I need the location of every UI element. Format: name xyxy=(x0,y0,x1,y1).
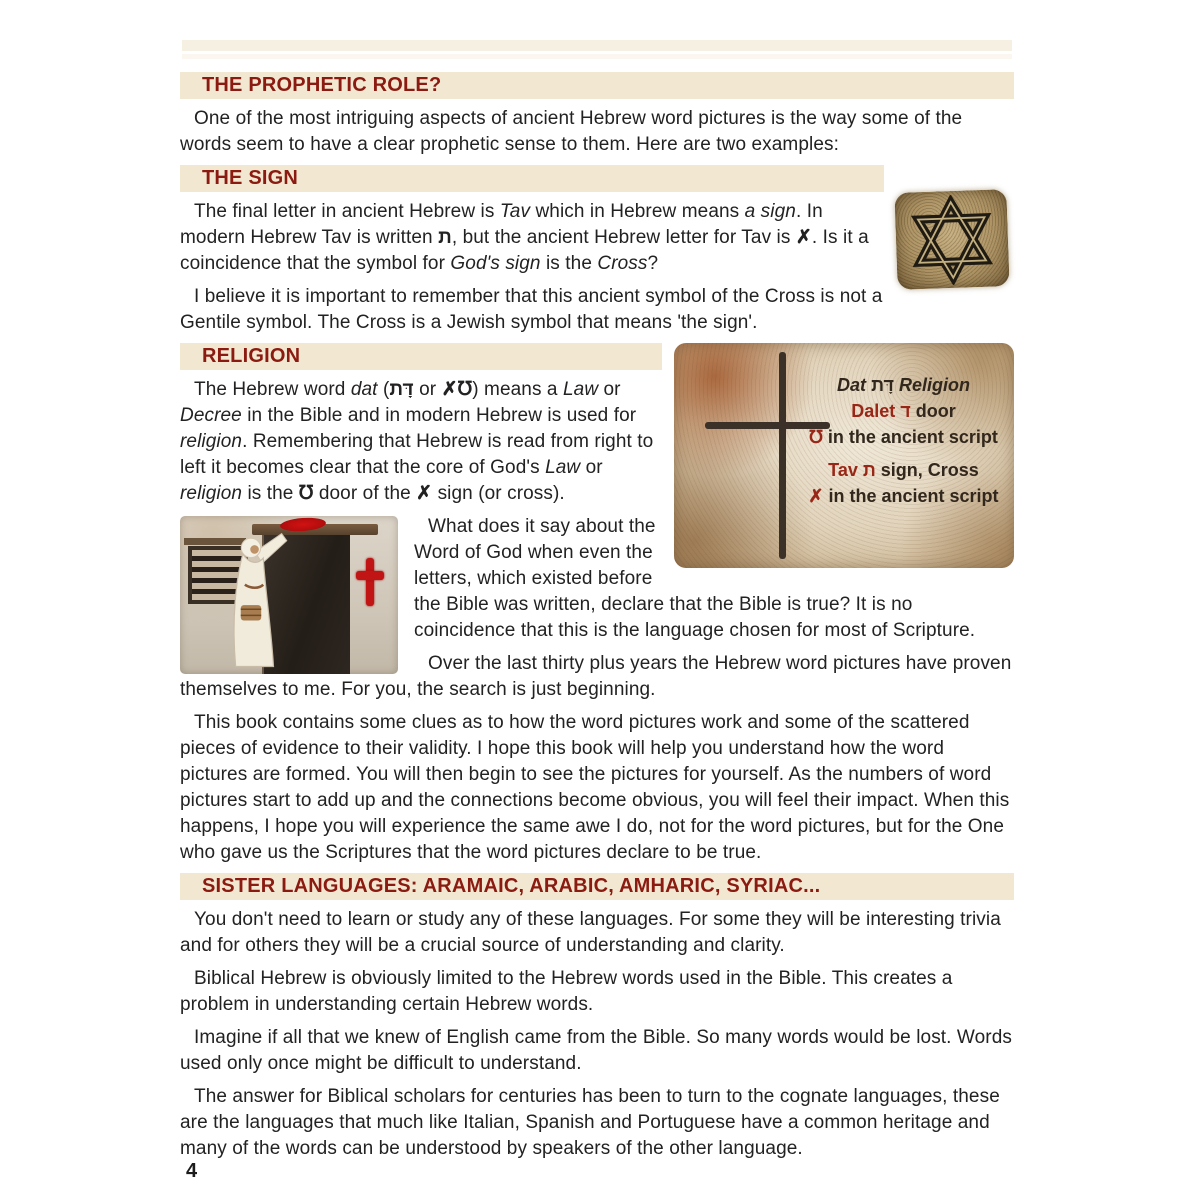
para-sister-1: You don't need to learn or study any of these languages. For some they will be interesting trivia and for others they will be a crucial source of understanding and clarity. xyxy=(180,909,1001,956)
stone-caption-dalet: Dalet ד door xyxy=(851,401,956,422)
stone-caption-dat: Dat דָּת Religion xyxy=(837,375,970,396)
heading-the-sign: THE SIGN xyxy=(180,165,884,192)
para-over-the-years: Over the last thirty plus years the Hebrew word pictures have proven themselves to me. For you, the search is just beginning. xyxy=(180,653,1012,700)
robed-person-figure xyxy=(206,526,298,672)
para-word-of-god: What does it say about the Word of God when even the letters, which existed before the Bible was written, declare that the Bible is true? It is no coincidence that this is the language chosen for most of Scripture. xyxy=(414,516,976,641)
blood-cross-icon xyxy=(356,558,384,606)
heading-prophetic-role: THE PROPHETIC ROLE? xyxy=(180,72,1014,99)
stone-caption-tav-ancient: ✗ in the ancient script xyxy=(808,486,999,507)
content-column xyxy=(180,0,1014,1169)
para-this-book: This book contains some clues as to how the word pictures work and some of the scattered pieces of evidence to their validity. I hope this book will help you understand how the word pictures are formed. You will then begin to see the pictures for yourself. As the numbers of word pictures start to add up and the connections become obvious, you will feel their impact. When this happens, I hope you will experience the same awe I do, not for the word pictures, but for the One who gave us the Scriptures that the word pictures declare to be true. xyxy=(180,712,1010,863)
star-of-david-icon xyxy=(898,193,1005,287)
heading-sister-languages: SISTER LANGUAGES: ARAMAIC, ARABIC, AMHARIC, SYRIAC... xyxy=(180,873,1014,900)
stone-caption-tav: Tav ת sign, Cross xyxy=(828,460,979,481)
stone-plaque-figure xyxy=(674,343,1014,568)
cross-icon xyxy=(779,352,786,559)
para-sign-2: I believe it is important to remember that this ancient symbol of the Cross is not a Gentile symbol. The Cross is a Jewish symbol that means 'the sign'. xyxy=(180,286,883,333)
para-sister-3: Imagine if all that we knew of English came from the Bible. So many words would be lost. Words used only once might be difficult to understand. xyxy=(180,1027,1012,1074)
para-intro: One of the most intriguing aspects of ancient Hebrew word pictures is the way some of the words seem to have a clear prophetic sense to them. Here are two examples: xyxy=(180,108,963,155)
para-sister-2: Biblical Hebrew is obviously limited to the Hebrew words used in the Bible. This creates a problem in understanding certain Hebrew words. xyxy=(180,968,953,1015)
para-sister-4: The answer for Biblical scholars for centuries has been to turn to the cognate languages, these are the languages that much like Italian, Spanish and Portuguese have a common heritage and many of the words can be understood by speakers of the other language. xyxy=(180,1086,1000,1159)
stone-caption-dalet-ancient: ℧ in the ancient script xyxy=(809,427,998,448)
para-religion: The Hebrew word dat (דָּת or ✗℧) means a Law or Decree in the Bible and in modern Hebrew is used for religion. Remembering that Hebrew is read from right to left it becomes clear that the core of God's Law or religion is the ℧ door of the ✗ sign (or cross). xyxy=(180,379,654,504)
page-number: 4 xyxy=(186,1160,198,1182)
door-scene-figure xyxy=(180,516,398,674)
heading-religion: RELIGION xyxy=(180,343,662,370)
para-sign-1: The final letter in ancient Hebrew is Tav which in Hebrew means a sign. In modern Hebrew Tav is written ת, but the ancient Hebrew letter for Tav is ✗. Is it a coincidence that the symbol for God's sign is the Cross? xyxy=(180,201,869,274)
star-seal-figure xyxy=(894,189,1009,290)
stone-caption xyxy=(800,372,1007,509)
